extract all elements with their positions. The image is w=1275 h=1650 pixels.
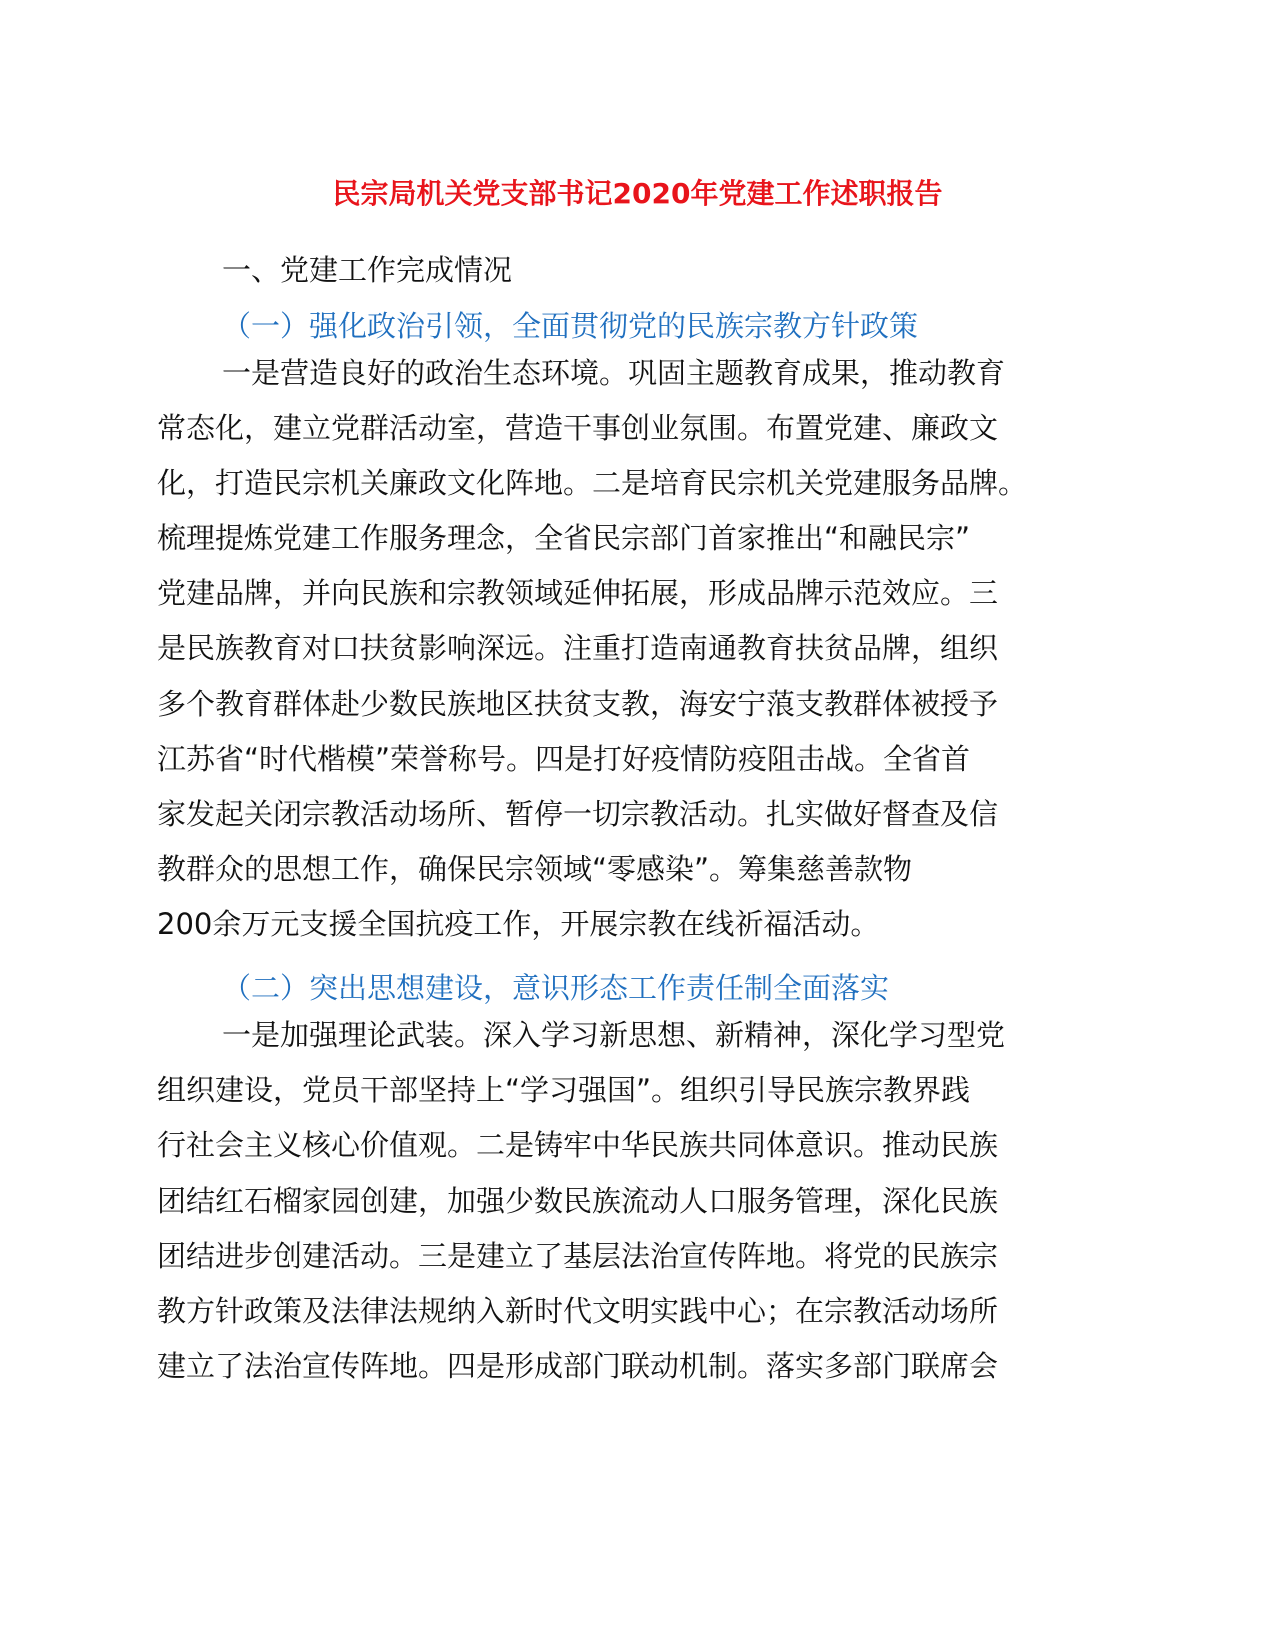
subsection-heading-1: （一）强化政治引领，全面贯彻党的民族宗教方针政策 bbox=[222, 309, 919, 343]
paragraph-1-line: 家发起关闭宗教活动场所、暂停一切宗教活动。扎实做好督查及信 bbox=[157, 797, 999, 831]
paragraph-2-line: 一是加强理论武装。深入学习新思想、新精神，深化学习型党 bbox=[222, 1018, 1006, 1052]
paragraph-2-line: 组织建设，党员干部坚持上“学习强国”。组织引导民族宗教界践 bbox=[157, 1073, 971, 1107]
document-title: 民宗局机关党支部书记2020年党建工作述职报告 bbox=[332, 177, 943, 210]
section-heading: 一、党建工作完成情况 bbox=[222, 253, 513, 287]
paragraph-1-line: 200余万元支援全国抗疫工作，开展宗教在线祈福活动。 bbox=[157, 907, 880, 941]
paragraph-1-line: 常态化，建立党群活动室，营造干事创业氛围。布置党建、廉政文 bbox=[157, 411, 999, 445]
paragraph-1-line: 梳理提炼党建工作服务理念，全省民宗部门首家推出“和融民宗” bbox=[157, 521, 971, 555]
paragraph-1-line: 一是营造良好的政治生态环境。巩固主题教育成果，推动教育 bbox=[222, 356, 1006, 390]
paragraph-2-line: 行社会主义核心价值观。二是铸牢中华民族共同体意识。推动民族 bbox=[157, 1128, 999, 1162]
subsection-heading-2: （二）突出思想建设，意识形态工作责任制全面落实 bbox=[222, 971, 890, 1005]
paragraph-2-line: 建立了法治宣传阵地。四是形成部门联动机制。落实多部门联席会 bbox=[157, 1349, 999, 1383]
paragraph-2-line: 团结红石榴家园创建，加强少数民族流动人口服务管理，深化民族 bbox=[157, 1184, 999, 1218]
paragraph-2-line: 教方针政策及法律法规纳入新时代文明实践中心；在宗教活动场所 bbox=[157, 1294, 999, 1328]
paragraph-1-line: 江苏省“时代楷模”荣誉称号。四是打好疫情防疫阻击战。全省首 bbox=[157, 742, 971, 776]
paragraph-1-line: 党建品牌，并向民族和宗教领域延伸拓展，形成品牌示范效应。三 bbox=[157, 576, 999, 610]
paragraph-2-line: 团结进步创建活动。三是建立了基层法治宣传阵地。将党的民族宗 bbox=[157, 1239, 999, 1273]
paragraph-1-line: 多个教育群体赴少数民族地区扶贫支教，海安宁蒗支教群体被授予 bbox=[157, 687, 999, 721]
paragraph-1-line: 化，打造民宗机关廉政文化阵地。二是培育民宗机关党建服务品牌。 bbox=[157, 466, 1028, 500]
paragraph-1-line: 教群众的思想工作，确保民宗领域“零感染”。筹集慈善款物 bbox=[157, 852, 913, 886]
paragraph-1-line: 是民族教育对口扶贫影响深远。注重打造南通教育扶贫品牌，组织 bbox=[157, 631, 999, 665]
